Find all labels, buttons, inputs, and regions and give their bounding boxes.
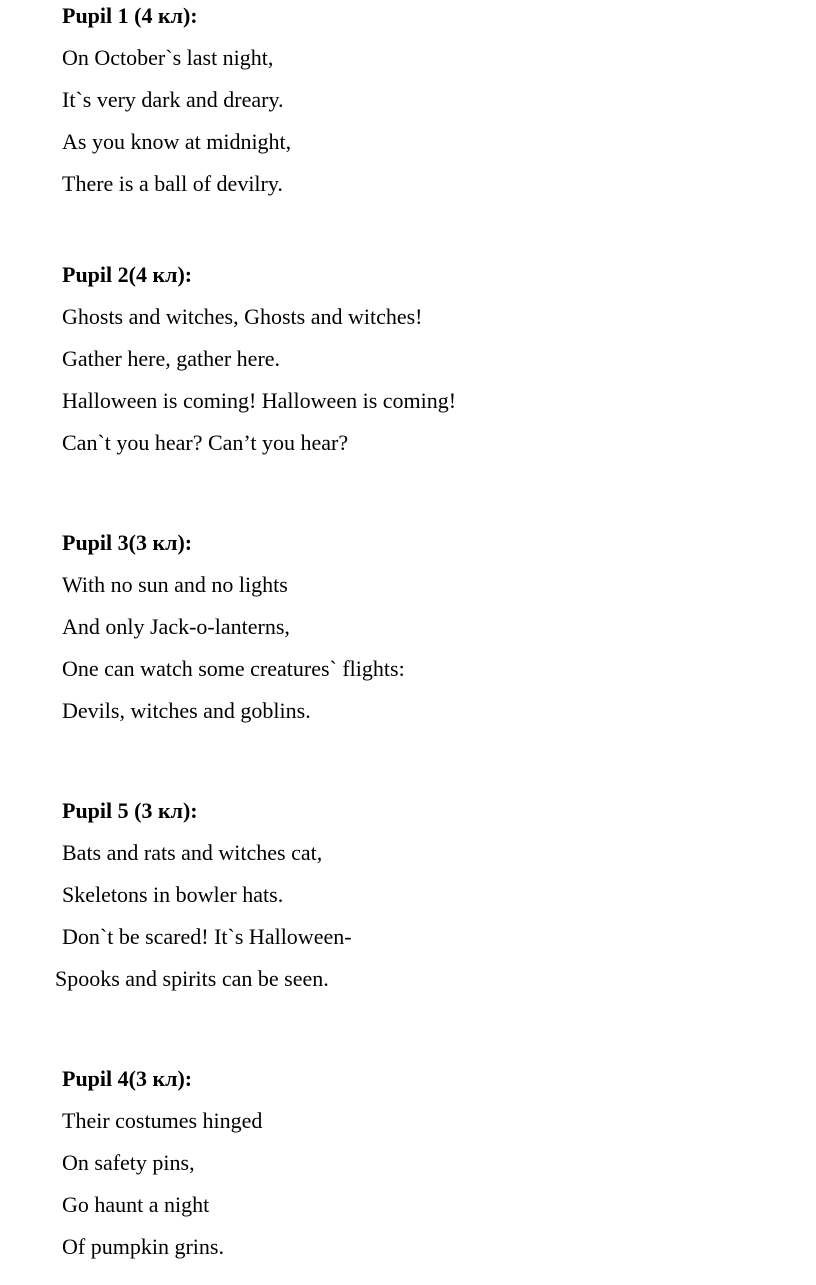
poem-line: On October`s last night, [62, 45, 274, 70]
stanza-pupil-3 [62, 522, 762, 732]
stanza-heading: Pupil 2(4 кл): [62, 262, 193, 287]
poem-line: One can watch some creatures` flights: [62, 656, 405, 681]
poem-line: Skeletons in bowler hats. [62, 882, 284, 907]
poem-line: With no sun and no lights [62, 572, 288, 597]
stanza-pupil-5 [55, 790, 762, 1000]
poem-line: Gather here, gather here. [62, 346, 281, 371]
poem-line: Ghosts and witches, Ghosts and witches! [62, 304, 423, 329]
poem-line: Devils, witches and goblins. [62, 698, 311, 723]
stanza-heading: Pupil 3(3 кл): [62, 530, 193, 555]
poem-line: It`s very dark and dreary. [62, 87, 284, 112]
poem-line: On safety pins, [62, 1150, 195, 1175]
poem-line: Of pumpkin grins. [62, 1234, 224, 1259]
stanza-pupil-4 [62, 1058, 762, 1268]
stanza-heading: Pupil 1 (4 кл): [62, 3, 198, 28]
stanza-heading: Pupil 4(3 кл): [62, 1066, 193, 1091]
poem-line: Can`t you hear? Can’t you hear? [62, 430, 349, 455]
poem-line: Go haunt a night [62, 1192, 210, 1217]
poem-line: Bats and rats and witches cat, [62, 840, 323, 865]
stanza-pupil-1 [62, 0, 762, 205]
poem-line: Don`t be scared! It`s Halloween- [62, 924, 352, 949]
poem-line: Spooks and spirits can be seen. [55, 966, 329, 991]
poem-line: Their costumes hinged [62, 1108, 263, 1133]
poem-line: There is a ball of devilry. [62, 171, 283, 196]
poem-line: And only Jack-o-lanterns, [62, 614, 290, 639]
stanza-pupil-2 [62, 254, 762, 464]
poem-line: Halloween is coming! Halloween is coming! [62, 388, 457, 413]
stanza-heading: Pupil 5 (3 кл): [62, 798, 198, 823]
poem-line: As you know at midnight, [62, 129, 292, 154]
